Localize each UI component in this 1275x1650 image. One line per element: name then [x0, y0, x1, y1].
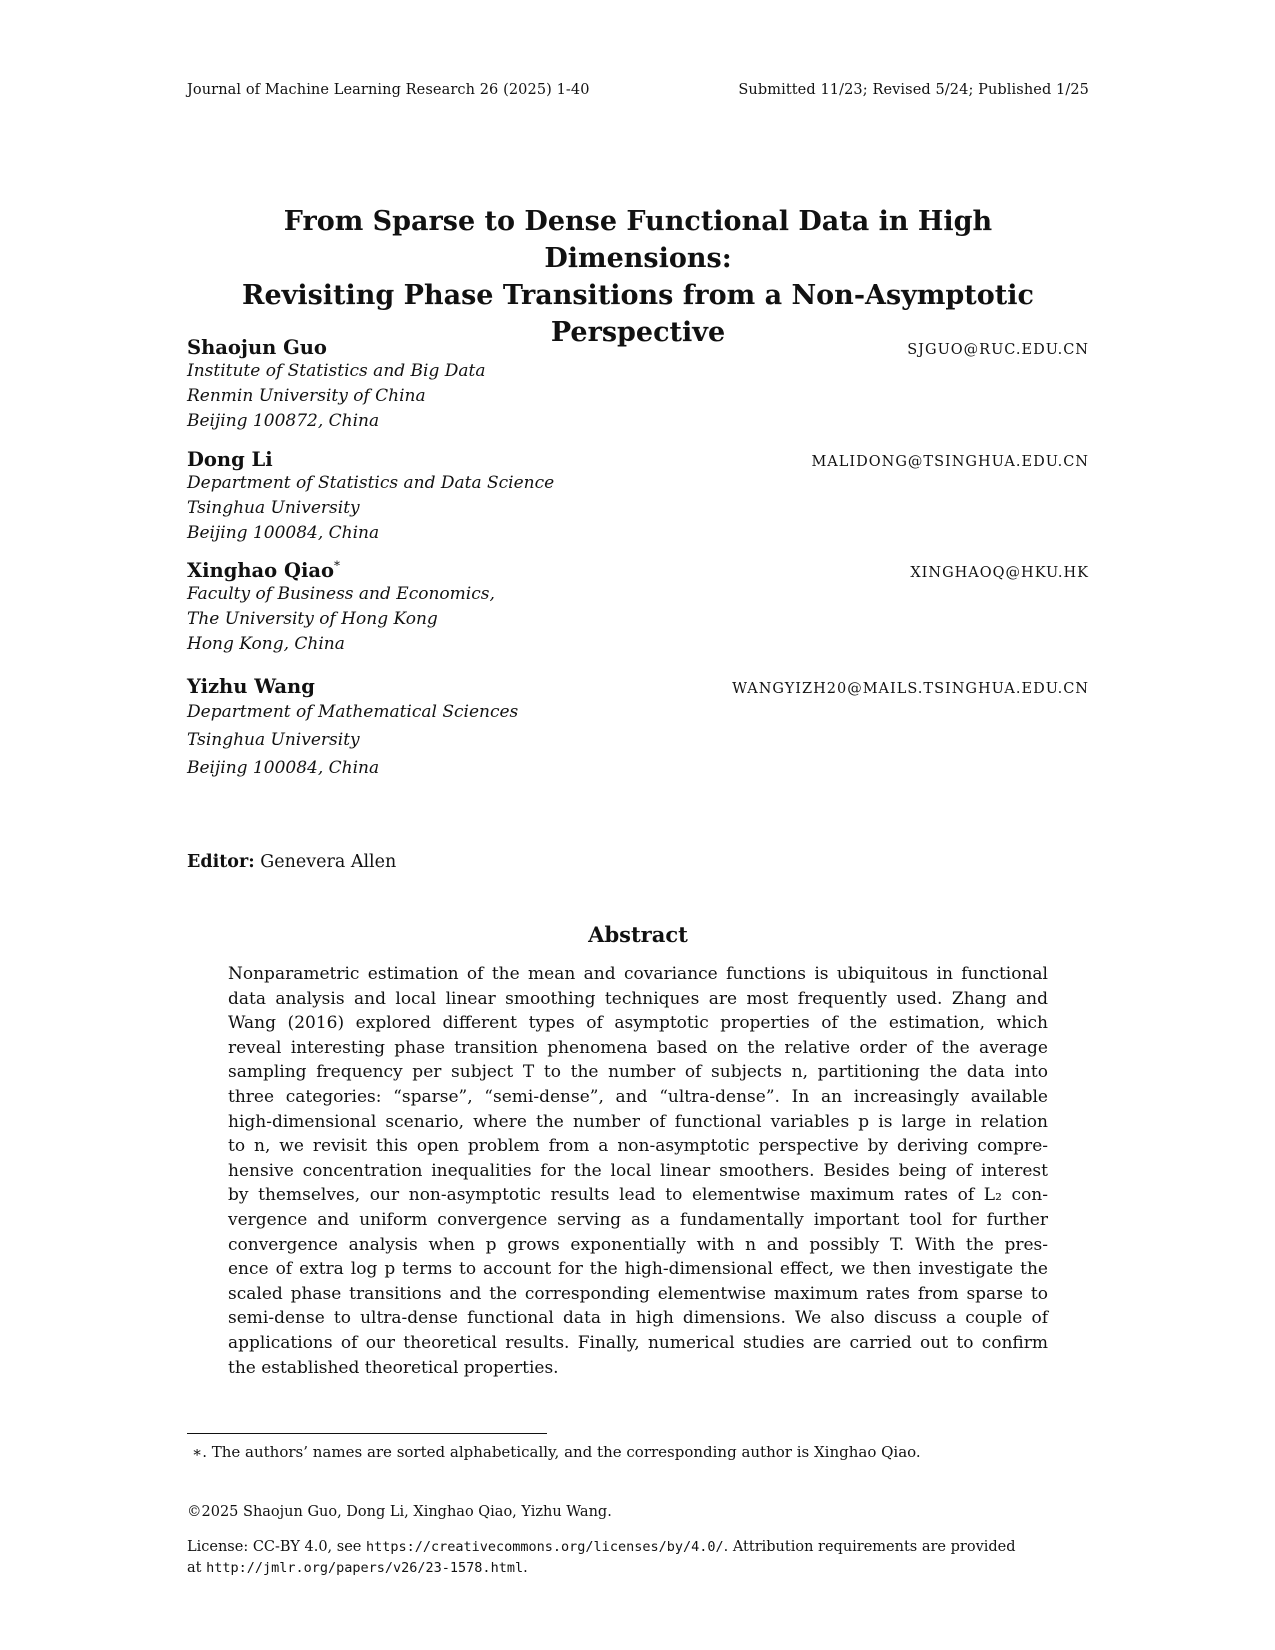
footnote-marker: *	[334, 558, 340, 573]
license-text: .	[523, 1560, 528, 1576]
license-link[interactable]: https://creativecommons.org/licenses/by/4.0/	[365, 1539, 724, 1555]
footnote-divider	[187, 1433, 547, 1434]
journal-citation: Journal of Machine Learning Research 26 (2025) 1-40	[187, 82, 590, 98]
affiliation-line: Faculty of Business and Economics,	[187, 584, 495, 604]
affiliation-line: Renmin University of China	[187, 386, 426, 406]
abstract-line: the established theoretical properties.	[228, 1357, 559, 1378]
abstract-line: to n, we revisit this open problem from a non-asymptotic perspective by deriving compre-	[228, 1136, 1048, 1157]
license-text: at	[187, 1560, 207, 1576]
license-notice	[187, 1537, 1089, 1579]
editor-label: Editor:	[187, 852, 255, 872]
abstract-line: ence of extra log p terms to account for the high-dimensional effect, we then investigate the	[228, 1259, 1048, 1280]
editor-line	[187, 852, 396, 872]
abstract-heading: Abstract	[588, 922, 688, 947]
author-block	[187, 675, 1089, 782]
abstract-line: high-dimensional scenario, where the number of functional variables p is large in relation	[228, 1111, 1048, 1132]
abstract-line: vergence and uniform convergence serving as a fundamentally important tool for further	[228, 1209, 1048, 1230]
author-email[interactable]: WANGYIZH20@MAILS.TSINGHUA.EDU.CN	[732, 681, 1089, 697]
affiliation-line: Institute of Statistics and Big Data	[187, 361, 486, 381]
editor-name: Genevera Allen	[260, 852, 397, 872]
abstract-line: hensive concentration inequalities for the local linear smoothers. Besides being of interest	[228, 1160, 1048, 1181]
author-email[interactable]: MALIDONG@TSINGHUA.EDU.CN	[811, 454, 1089, 470]
abstract-line: sampling frequency per subject T to the number of subjects n, partitioning the data into	[228, 1062, 1048, 1083]
title-line: Revisiting Phase Transitions from a Non-Asymptotic	[242, 280, 1034, 311]
abstract-line: three categories: “sparse”, “semi-dense”, and “ultra-dense”. In an increasingly available	[228, 1086, 1048, 1107]
affiliation-line: Department of Mathematical Sciences	[187, 702, 519, 722]
abstract-line: convergence analysis when p grows exponentially with n and possibly T. With the pres-	[228, 1234, 1048, 1255]
abstract-line: reveal interesting phase transition phenomena based on the relative order of the average	[228, 1037, 1048, 1058]
copyright-notice: ©2025 Shaojun Guo, Dong Li, Xinghao Qiao, Yizhu Wang.	[187, 1504, 612, 1520]
running-header	[187, 82, 1089, 98]
author-name: Xinghao Qiao*	[187, 558, 340, 582]
abstract-line: data analysis and local linear smoothing techniques are most frequently used. Zhang and	[228, 988, 1048, 1009]
author-name: Yizhu Wang	[187, 675, 315, 698]
author-name: Shaojun Guo	[187, 336, 327, 359]
affiliation-line: The University of Hong Kong	[187, 609, 438, 629]
footnote: ∗. The authors’ names are sorted alphabetically, and the corresponding author is Xinghao Qiao.	[192, 1443, 921, 1461]
abstract-line: semi-dense to ultra-dense functional data in high dimensions. We also discuss a couple of	[228, 1308, 1048, 1329]
paper-title	[187, 203, 1089, 351]
author-block	[187, 448, 1089, 546]
license-text: . Attribution requirements are provided	[723, 1539, 1016, 1555]
abstract-line: scaled phase transitions and the corresponding elementwise maximum rates from sparse to	[228, 1283, 1048, 1304]
title-line: From Sparse to Dense Functional Data in High Dimensions:	[283, 206, 993, 274]
license-text: License: CC-BY 4.0, see	[187, 1539, 366, 1555]
title-line: Perspective	[550, 317, 726, 348]
affiliation-line: Tsinghua University	[187, 498, 360, 518]
submission-history: Submitted 11/23; Revised 5/24; Published 1/25	[738, 82, 1089, 98]
abstract-line: Nonparametric estimation of the mean and covariance functions is ubiquitous in functional	[228, 964, 1048, 984]
affiliation-line: Beijing 100084, China	[187, 523, 380, 543]
author-block	[187, 336, 1089, 434]
author-block	[187, 559, 1089, 657]
paper-link[interactable]: http://jmlr.org/papers/v26/23-1578.html	[206, 1560, 524, 1576]
affiliation-line: Beijing 100872, China	[187, 411, 380, 431]
affiliation-line: Hong Kong, China	[187, 634, 345, 654]
affiliation-line: Tsinghua University	[187, 730, 360, 750]
author-email[interactable]: XINGHAOQ@HKU.HK	[910, 565, 1089, 581]
abstract-line: by themselves, our non-asymptotic results lead to elementwise maximum rates of L₂ con-	[228, 1185, 1048, 1206]
affiliation-line: Department of Statistics and Data Science	[187, 473, 555, 493]
abstract-line: applications of our theoretical results. Finally, numerical studies are carried out to confirm	[228, 1332, 1048, 1353]
abstract-body	[228, 962, 1048, 1380]
affiliation-line: Beijing 100084, China	[187, 758, 380, 778]
author-email[interactable]: SJGUO@RUC.EDU.CN	[907, 342, 1089, 358]
author-name: Dong Li	[187, 448, 273, 471]
abstract-line: Wang (2016) explored different types of asymptotic properties of the estimation, which	[228, 1013, 1048, 1034]
